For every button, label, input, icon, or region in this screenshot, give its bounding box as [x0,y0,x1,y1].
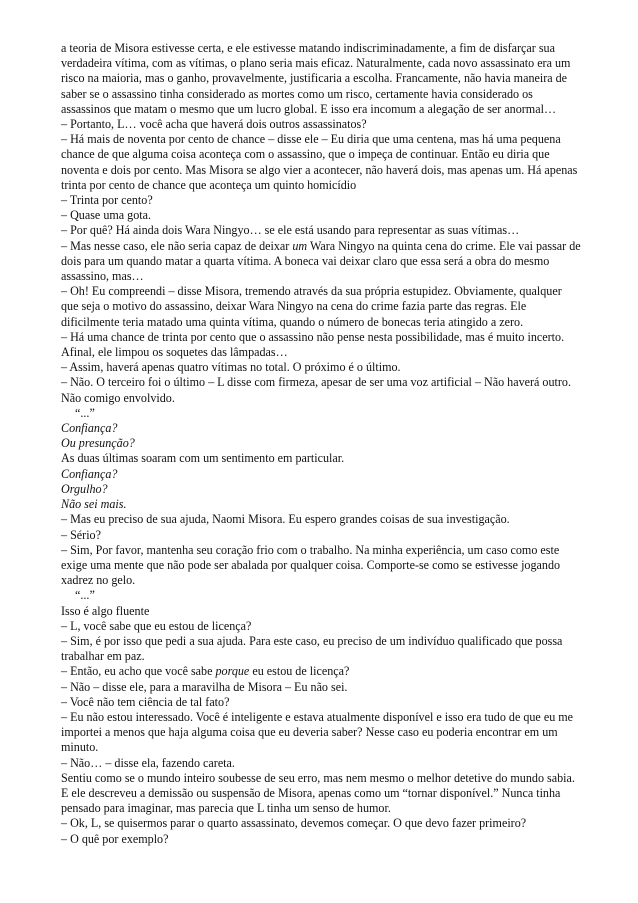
text-line: – Sim, Por favor, mantenha seu coração frio com o trabalho. Na minha experiência, um caso como este exige uma mente que não pode ser abalada por qualquer coisa. Comporte-se como se estivesse jogando xadrez no gelo. [61,542,561,588]
text-line: – Sério? [61,527,101,542]
text-line: – Você não tem ciência de tal fato? [61,694,230,709]
text-line [61,239,582,285]
text-line: a teoria de Misora estivesse certa, e ele estivesse matando indiscriminadamente, a fim de disfarçar sua verdadeira vítima, com as vítimas, o plano seria mais eficaz. Naturalmente, cada novo assassinato era um risco na maioria, mas o ganho, provavelmente, justificaria a escolha. Francamente, não havia maneira de saber se o assassino tinha considerado as mortes como um risco, certamente havia considerado os assassinos que matam o mesmo que um lucro global. E isso era incomum a alegação de ser anormal… [61,41,571,116]
text-line: – Há uma chance de trinta por cento que o assassino não pense nesta possibilidade, mas é muito incerto. Afinal, ele limpou os soquetes das lâmpadas… [61,329,565,360]
text-line [61,664,582,679]
text-line: – O quê por exemplo? [61,831,169,846]
text-line: “...” [75,588,95,603]
text-line: – Não. O terceiro foi o último – L disse com firmeza, apesar de ser uma voz artificial – Não haverá outro. Não comigo envolvido. [61,375,571,405]
italic-text-line: Orgulho? [61,481,108,496]
emphasized-word: porque [215,664,250,679]
italic-text-line: Confiança? [61,466,118,481]
text-line: – L, você sabe que eu estou de licença? [61,618,252,633]
text-line: As duas últimas soaram com um sentimento em particular. [61,451,345,466]
italic-text-line: Ou presunção? [61,436,135,451]
text-line: – Portanto, L… você acha que haverá dois outros assassinatos? [61,117,367,132]
text-line: – Trinta por cento? [61,193,153,208]
emphasized-word: um [292,238,308,253]
text-segment: eu estou de licença? [249,664,350,679]
text-line: – Não… – disse ela, fazendo careta. [61,755,235,770]
text-line: Isso é algo fluente [61,603,150,618]
text-line: – Mas eu preciso de sua ajuda, Naomi Misora. Eu espero grandes coisas de sua investigação. [61,512,510,527]
text-line: – Assim, haverá apenas quatro vítimas no total. O próximo é o último. [61,360,401,375]
text-line: – Há mais de noventa por cento de chance – disse ele – Eu diria que uma centena, mas há uma pequena chance de que alguma coisa aconteça com o assassino, que o impeça de continuar. Então eu diria que noventa e dois por cento. Mas Misora se algo vier a acontecer, não haverá dois, mas apenas um. Há apenas trinta por cento de chance que aconteça um quinto homicídio [61,132,578,192]
text-line: – Não – disse ele, para a maravilha de Misora – Eu não sei. [61,679,348,694]
italic-text-line: Não sei mais. [61,497,127,512]
text-line: Sentiu como se o mundo inteiro soubesse de seu erro, mas nem mesmo o melhor detetive do mundo sabia. E ele descreveu a demissão ou suspensão de Misora, apenas como um “tornar disponível.” Nunca tinha pensado para imaginar, mas parecia que L tinha um senso de humor. [61,770,575,816]
text-segment: Wara Ningyo na quinta cena do crime. Ele vai passar de dois para um quando matar a quarta vítima. A boneca vai deixar claro que essa será a obra do mesmo assassino, mas… [61,238,581,284]
document-body [61,41,582,847]
text-line: “...” [75,405,95,420]
text-segment: – Mas nesse caso, ele não seria capaz de deixar [61,238,293,253]
text-segment: – Então, eu acho que você sabe [61,664,216,679]
italic-text-line: Confiança? [61,421,118,436]
text-line: – Quase uma gota. [61,208,152,223]
text-line: – Oh! Eu compreendi – disse Misora, tremendo através da sua própria estupidez. Obviamente, qualquer que seja o motivo do assassino, deixar Wara Ningyo na cena do crime fazia parte das regras. Ele dificilmente teria matado uma quinta vítima, quando o número de bonecas teria atingido a zero. [61,284,562,329]
text-line: – Por quê? Há ainda dois Wara Ningyo… se ele está usando para representar as suas vítimas… [61,223,520,238]
text-line: – Eu não estou interessado. Você é inteligente e estava atualmente disponível e isso era tudo de que eu me importei a menos que haja alguma coisa que eu deveria saber? Nesse caso eu poderia encontrar em um minuto. [61,709,574,755]
text-line: – Ok, L, se quisermos parar o quarto assassinato, devemos começar. O que devo fazer primeiro? [61,816,527,831]
text-line: – Sim, é por isso que pedi a sua ajuda. Para este caso, eu preciso de um indivíduo qualificado que possa trabalhar em paz. [61,633,563,664]
